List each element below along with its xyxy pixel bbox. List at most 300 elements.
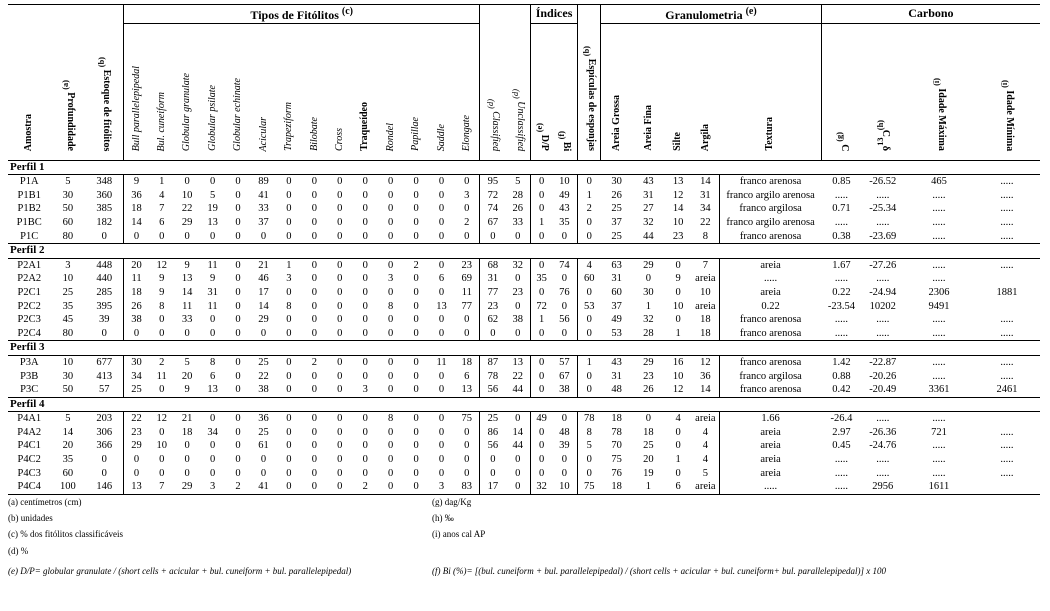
table-cell: 43 bbox=[559, 203, 570, 215]
table-cell: 44 bbox=[643, 230, 654, 242]
table-cell: 2 bbox=[302, 355, 327, 369]
table-cell: 0 bbox=[337, 327, 343, 339]
table-cell: 13 bbox=[181, 273, 193, 285]
table-cell: 0 bbox=[561, 467, 568, 479]
table-cell: 2956 bbox=[862, 480, 904, 494]
table-cell: 23 bbox=[480, 300, 505, 314]
table-cell: 22 bbox=[124, 412, 149, 426]
table-cell: ..... bbox=[834, 216, 848, 228]
table-cell: 348 bbox=[85, 175, 123, 189]
header-delta13c: $\delta^{13}C^{(h)}$ bbox=[875, 120, 891, 151]
table-row bbox=[8, 216, 1040, 230]
section-title: Perfil 2 bbox=[8, 244, 1040, 259]
table-cell: 23 bbox=[643, 370, 654, 382]
table-cell: 17 bbox=[258, 286, 269, 298]
group-tipos-fitolitos: Tipos de Fitólitos $^{(c)}$ bbox=[124, 5, 480, 24]
table-cell: 0 bbox=[362, 327, 368, 339]
table-cell: 0 bbox=[438, 370, 445, 382]
table-cell: 0 bbox=[311, 189, 317, 201]
table-cell: 0 bbox=[276, 412, 301, 426]
table-cell: 1881 bbox=[996, 286, 1018, 298]
table-cell: 10 bbox=[62, 273, 74, 285]
table-cell: 0 bbox=[464, 426, 470, 438]
table-cell: 0 bbox=[577, 370, 600, 384]
table-cell: 0 bbox=[413, 203, 419, 215]
table-cell: 63 bbox=[601, 258, 633, 272]
table-cell: 61 bbox=[258, 440, 269, 452]
table-cell: ..... bbox=[876, 467, 890, 479]
table-cell: 16 bbox=[664, 355, 692, 369]
table-cell: 0 bbox=[327, 258, 352, 272]
table-cell: 0 bbox=[388, 327, 394, 339]
table-cell: 0 bbox=[438, 384, 445, 396]
table-cell: 10 bbox=[50, 355, 85, 369]
table-cell: ..... bbox=[1000, 370, 1014, 382]
table-cell: 31 bbox=[643, 189, 654, 201]
footnote-b: (b) unidades bbox=[8, 512, 53, 523]
table-cell: 3 bbox=[50, 258, 85, 272]
table-cell: ..... bbox=[904, 412, 974, 426]
table-cell: 31 bbox=[700, 189, 711, 201]
table-cell: 0 bbox=[235, 216, 241, 228]
table-cell: 67 bbox=[559, 370, 570, 382]
table-cell: 0 bbox=[276, 480, 301, 494]
table-cell: 0 bbox=[311, 454, 317, 466]
table-cell: 0 bbox=[327, 355, 352, 369]
table-cell: 34 bbox=[207, 426, 218, 438]
table-cell: 25 bbox=[611, 203, 622, 215]
table-cell: 12 bbox=[672, 189, 684, 201]
table-cell: 0 bbox=[209, 314, 216, 326]
table-cell: 28 bbox=[512, 189, 523, 201]
header-profundidade: Profundidade $^{(a)}$ bbox=[60, 80, 76, 151]
table-cell: 0 bbox=[225, 355, 250, 369]
table-cell: 395 bbox=[96, 300, 113, 312]
table-cell: 37 bbox=[258, 216, 269, 228]
table-cell: 0 bbox=[515, 230, 521, 242]
table-cell: 0 bbox=[235, 189, 241, 201]
table-cell: 0 bbox=[362, 216, 368, 228]
table-cell: 0 bbox=[362, 370, 368, 382]
table-cell: 0 bbox=[235, 203, 241, 215]
table-cell: 10 bbox=[672, 370, 684, 382]
header-amostra: Amostra bbox=[23, 113, 35, 151]
table-cell: 0 bbox=[235, 286, 241, 298]
table-cell: P2C1 bbox=[17, 286, 41, 298]
table-cell: 0 bbox=[413, 467, 419, 479]
table-cell: 0 bbox=[464, 327, 470, 339]
header-elongate: Elongate bbox=[461, 114, 472, 151]
table-cell: 0 bbox=[388, 189, 394, 201]
table-cell: ..... bbox=[974, 175, 1040, 189]
table-cell: 2 bbox=[577, 202, 600, 216]
table-cell: 0 bbox=[413, 273, 419, 285]
header-idade-minima: Idade Mínima $^{(i)}$ bbox=[1000, 79, 1015, 151]
table-cell: 12 bbox=[149, 412, 174, 426]
table-cell: 11 bbox=[461, 286, 472, 298]
table-cell: 0 bbox=[438, 440, 445, 452]
table-cell: 22 bbox=[258, 370, 269, 382]
group-carbono: Carbono bbox=[821, 5, 1040, 24]
table-cell: 25 bbox=[643, 440, 654, 452]
table-cell: 5 bbox=[577, 439, 600, 453]
table-cell: 0 bbox=[311, 370, 317, 382]
table-cell: ..... bbox=[876, 216, 890, 228]
table-cell: 0 bbox=[337, 440, 343, 452]
table-cell: 4 bbox=[702, 454, 708, 466]
table-cell: 74 bbox=[480, 202, 505, 216]
table-cell: 29 bbox=[632, 258, 664, 272]
table-cell: 8 bbox=[702, 230, 708, 242]
table-cell: 0 bbox=[561, 454, 568, 466]
table-cell: P4C2 bbox=[17, 454, 41, 466]
footnote-g: (g) dag/Kg bbox=[432, 496, 472, 507]
table-cell: 0 bbox=[675, 286, 681, 298]
table-row bbox=[8, 480, 1040, 494]
table-cell: 677 bbox=[85, 355, 123, 369]
table-cell: 0 bbox=[311, 440, 317, 452]
table-cell: areia bbox=[719, 453, 821, 467]
table-cell: 20 bbox=[124, 258, 149, 272]
table-cell: P2C3 bbox=[17, 314, 41, 326]
table-cell: 43 bbox=[632, 175, 664, 189]
table-cell: -26.52 bbox=[862, 175, 904, 189]
table-cell: ..... bbox=[932, 370, 946, 382]
table-cell: 0 bbox=[124, 453, 149, 467]
table-cell: 0 bbox=[531, 370, 552, 384]
table-cell: 0 bbox=[184, 230, 190, 242]
table-cell: 25 bbox=[611, 230, 622, 242]
header-traqueideo: Traqueídeo bbox=[359, 102, 371, 151]
table-cell: -26.36 bbox=[869, 426, 897, 438]
table-cell: 0 bbox=[388, 440, 394, 452]
table-cell: 0 bbox=[302, 258, 327, 272]
table-cell: 0 bbox=[505, 480, 530, 494]
table-cell: 0 bbox=[464, 314, 470, 326]
header-globular-granulate: Globular granulate bbox=[181, 72, 193, 151]
table-cell: 4 bbox=[664, 412, 692, 426]
table-cell: 5 bbox=[702, 467, 708, 479]
table-cell: 0 bbox=[184, 440, 190, 452]
table-cell: 0 bbox=[515, 327, 521, 339]
table-cell: 83 bbox=[454, 480, 480, 494]
table-cell: 50 bbox=[62, 203, 74, 215]
table-cell: 1 bbox=[632, 480, 664, 494]
table-cell: 0 bbox=[311, 273, 317, 285]
table-cell: 0 bbox=[531, 202, 552, 216]
table-cell: 7 bbox=[149, 480, 174, 494]
table-cell: 68 bbox=[480, 258, 505, 272]
table-cell: 95 bbox=[480, 175, 505, 189]
table-cell: 18 bbox=[601, 480, 633, 494]
table-cell: 20 bbox=[181, 370, 193, 382]
table-row bbox=[8, 175, 1040, 189]
table-cell: 0 bbox=[302, 480, 327, 494]
table-cell: 72 bbox=[531, 300, 552, 314]
table-cell: 0 bbox=[577, 453, 600, 467]
table-cell: 69 bbox=[461, 273, 473, 285]
table-cell: 0 bbox=[101, 467, 107, 479]
table-cell: 13 bbox=[436, 300, 447, 312]
table-cell: P1B1 bbox=[17, 189, 41, 201]
table-row bbox=[8, 426, 1040, 440]
table-cell: ..... bbox=[1000, 327, 1014, 339]
table-cell: areia bbox=[695, 273, 716, 285]
table-cell: 0 bbox=[311, 384, 317, 396]
table-cell: areia bbox=[692, 412, 720, 426]
table-cell: 18 bbox=[454, 355, 480, 369]
table-cell: 385 bbox=[96, 203, 113, 215]
table-cell: ..... bbox=[862, 412, 904, 426]
table-cell: 8 bbox=[159, 300, 165, 312]
table-cell: franco arenosa bbox=[719, 230, 821, 244]
table-cell: 0 bbox=[480, 327, 505, 341]
table-cell: 0 bbox=[337, 384, 343, 396]
table-cell: P4A1 bbox=[8, 412, 50, 426]
table-cell: P4C1 bbox=[17, 440, 41, 452]
table-cell: 0 bbox=[438, 314, 445, 326]
table-cell: franco argilo arenosa bbox=[719, 189, 821, 203]
table-cell: 9 bbox=[124, 175, 149, 189]
table-cell: 0.22 bbox=[719, 300, 821, 314]
table-cell: ..... bbox=[876, 454, 890, 466]
table-cell: 0 bbox=[531, 327, 552, 341]
table-body bbox=[8, 160, 1040, 494]
table-cell: 0 bbox=[531, 383, 552, 397]
table-cell: 0 bbox=[200, 412, 225, 426]
table-cell: 3361 bbox=[928, 384, 950, 396]
table-cell: 4 bbox=[577, 258, 600, 272]
table-cell: 28 bbox=[643, 327, 654, 339]
table-cell: 0 bbox=[286, 203, 292, 215]
table-cell: 0 bbox=[286, 327, 292, 339]
table-row bbox=[8, 370, 1040, 384]
table-cell: 13 bbox=[505, 355, 530, 369]
table-cell: 0 bbox=[235, 467, 241, 479]
header-areia-grossa: Areia Grossa bbox=[601, 23, 633, 160]
table-cell: 0 bbox=[515, 273, 521, 285]
table-cell: areia bbox=[719, 258, 821, 272]
table-cell: 0 bbox=[515, 300, 521, 312]
table-cell: 13 bbox=[124, 480, 149, 494]
table-cell: 0 bbox=[577, 467, 600, 481]
table-cell: P2A1 bbox=[8, 258, 50, 272]
table-cell: 0 bbox=[286, 467, 292, 479]
table-cell: 413 bbox=[96, 370, 113, 382]
table-cell: 44 bbox=[512, 384, 523, 396]
table-cell: 0 bbox=[235, 273, 241, 285]
table-cell: 0 bbox=[438, 203, 445, 215]
table-cell: 360 bbox=[96, 189, 113, 201]
table-cell: P1C bbox=[20, 230, 39, 242]
table-cell: 0 bbox=[362, 426, 368, 438]
table-cell: P2A2 bbox=[17, 273, 42, 285]
table-cell: 0 bbox=[337, 300, 343, 312]
group-granulometria: Granulometria $^{(e)}$ bbox=[601, 5, 822, 24]
table-cell: 21 bbox=[251, 258, 276, 272]
table-cell: 5 bbox=[174, 355, 199, 369]
table-cell: 0 bbox=[311, 286, 317, 298]
table-cell: 100 bbox=[50, 480, 85, 494]
table-cell: ..... bbox=[834, 327, 848, 339]
table-cell: 0 bbox=[260, 454, 267, 466]
table-cell: 0 bbox=[388, 286, 394, 298]
table-cell: 2 bbox=[149, 355, 174, 369]
table-cell: 0 bbox=[311, 426, 317, 438]
table-cell: 0 bbox=[260, 467, 267, 479]
table-cell: 0 bbox=[362, 467, 368, 479]
table-cell: 31 bbox=[480, 272, 505, 286]
table-cell: 0 bbox=[200, 175, 225, 189]
table-cell: 1611 bbox=[904, 480, 974, 494]
table-cell: 12 bbox=[149, 258, 174, 272]
table-cell: 8 bbox=[378, 412, 403, 426]
table-cell: 11 bbox=[156, 370, 167, 382]
header-globular-echinate: Globular echinate bbox=[232, 77, 244, 151]
section-title: Perfil 4 bbox=[8, 397, 1040, 412]
table-cell: 0 bbox=[235, 230, 241, 242]
table-cell: 75 bbox=[577, 480, 600, 494]
table-cell: P2C2 bbox=[17, 300, 41, 312]
table-cell: 3 bbox=[388, 273, 394, 285]
table-cell: 0 bbox=[362, 314, 368, 326]
table-cell: 0 bbox=[311, 300, 317, 312]
table-cell: 0 bbox=[286, 384, 292, 396]
table-cell: 13 bbox=[461, 384, 473, 396]
table-cell: 2 bbox=[353, 480, 378, 494]
table-cell: 0 bbox=[286, 286, 292, 298]
table-cell: 7 bbox=[159, 203, 165, 215]
table-cell: 0 bbox=[438, 426, 445, 438]
table-cell: 37 bbox=[611, 300, 622, 312]
table-cell: 49 bbox=[559, 189, 570, 201]
table-cell: 11 bbox=[207, 300, 218, 312]
header-globular-psilate: Globular psilate bbox=[206, 85, 218, 151]
table-cell: 0 bbox=[531, 175, 552, 189]
table-cell: 10 bbox=[672, 300, 684, 312]
table-cell: 14 bbox=[258, 300, 269, 312]
table-cell: 2 bbox=[403, 258, 428, 272]
table-cell: 448 bbox=[85, 258, 123, 272]
table-cell: 0 bbox=[577, 286, 600, 300]
table-cell: 9 bbox=[675, 273, 681, 285]
header-unclassified: Unclassified $^{(d)}$ bbox=[510, 88, 526, 151]
table-cell: 56 bbox=[559, 314, 570, 326]
header-carbono-c: C $^{(g)}$ bbox=[821, 23, 861, 160]
table-cell: 0 bbox=[286, 216, 292, 228]
table-cell: P3A bbox=[8, 355, 50, 369]
footnote-f: (f) Bi (%)= [(bul. cuneiform + bul. parallelepipedal) / (short cells + acicular + bul. cuneiform+ bul. parallelepipedal)] x 100 bbox=[432, 565, 887, 576]
table-cell: 62 bbox=[480, 313, 505, 327]
table-cell: 22 bbox=[700, 216, 711, 228]
table-cell: 37 bbox=[611, 216, 622, 228]
table-cell: 25 bbox=[258, 426, 269, 438]
table-cell: 0 bbox=[337, 216, 343, 228]
table-cell: franco arenosa bbox=[719, 313, 821, 327]
table-cell: ..... bbox=[834, 467, 848, 479]
table-cell: 0 bbox=[159, 467, 165, 479]
table-cell: 0 bbox=[124, 327, 149, 341]
header-silte: Silte bbox=[672, 132, 684, 151]
table-cell: 0 bbox=[552, 412, 577, 426]
table-cell: 39 bbox=[98, 314, 110, 326]
table-cell: ..... bbox=[1000, 216, 1014, 228]
table-row bbox=[8, 202, 1040, 216]
table-row bbox=[8, 286, 1040, 300]
footnotes bbox=[8, 497, 1048, 597]
table-cell: 0 bbox=[515, 467, 521, 479]
table-cell: 0 bbox=[311, 216, 317, 228]
table-cell: 25 bbox=[251, 355, 276, 369]
table-cell: 80 bbox=[62, 327, 74, 339]
table-cell: 146 bbox=[85, 480, 123, 494]
table-row bbox=[8, 230, 1040, 244]
table-cell bbox=[974, 300, 1040, 314]
table-cell: areia bbox=[695, 300, 716, 312]
table-cell: 0 bbox=[403, 355, 428, 369]
table-cell: 33 bbox=[512, 216, 523, 228]
table-cell: 0 bbox=[413, 327, 419, 339]
table-cell: 0 bbox=[388, 314, 394, 326]
table-cell: 23 bbox=[124, 426, 149, 440]
table-cell: ..... bbox=[932, 273, 946, 285]
table-cell: 31 bbox=[207, 286, 218, 298]
table-cell: 2306 bbox=[928, 286, 950, 298]
table-cell: P3C bbox=[20, 384, 39, 396]
table-cell: 0 bbox=[362, 189, 368, 201]
table-cell: 86 bbox=[480, 426, 505, 440]
table-cell: 0 bbox=[388, 467, 394, 479]
table-cell: 0 bbox=[337, 203, 343, 215]
header-rondel: Rondel bbox=[384, 122, 396, 151]
header-espiculas: Espículas de esponjas $^{(b)}$ bbox=[577, 5, 600, 161]
table-cell: 0.85 bbox=[821, 175, 861, 189]
table-cell: 0 bbox=[438, 286, 445, 298]
table-cell: 0 bbox=[632, 412, 664, 426]
table-cell: 14 bbox=[692, 175, 720, 189]
table-cell: 32 bbox=[531, 480, 552, 494]
table-cell: 0 bbox=[174, 175, 199, 189]
header-bi: Bi $^{(f)}$ bbox=[557, 130, 573, 151]
table-cell: 0 bbox=[378, 480, 403, 494]
table-cell: 60 bbox=[611, 286, 622, 298]
table-cell: 48 bbox=[611, 384, 622, 396]
table-cell: 0 bbox=[235, 454, 241, 466]
table-cell: 4 bbox=[159, 189, 165, 201]
table-cell: 5 bbox=[505, 175, 530, 189]
table-cell: 0 bbox=[362, 203, 368, 215]
table-cell: 0 bbox=[337, 454, 343, 466]
table-cell: 56 bbox=[480, 383, 505, 397]
table-cell: 9 bbox=[209, 273, 216, 285]
table-cell: 0 bbox=[235, 384, 241, 396]
table-cell: P2C4 bbox=[17, 327, 41, 339]
table-cell: 0 bbox=[260, 327, 267, 339]
table-cell: 0 bbox=[209, 440, 216, 452]
table-row bbox=[8, 355, 1040, 369]
table-cell: 29 bbox=[258, 314, 269, 326]
table-cell: 6 bbox=[209, 370, 216, 382]
table-cell: 18 bbox=[643, 426, 654, 438]
table-cell: 26 bbox=[643, 384, 654, 396]
table-cell: 0 bbox=[464, 454, 470, 466]
table-cell: 8 bbox=[388, 300, 394, 312]
table-cell: 0 bbox=[413, 189, 419, 201]
phytolith-data-table bbox=[8, 4, 1040, 495]
table-cell: 0 bbox=[337, 314, 343, 326]
table-cell: 32 bbox=[643, 216, 654, 228]
table-cell: 0 bbox=[337, 230, 343, 242]
